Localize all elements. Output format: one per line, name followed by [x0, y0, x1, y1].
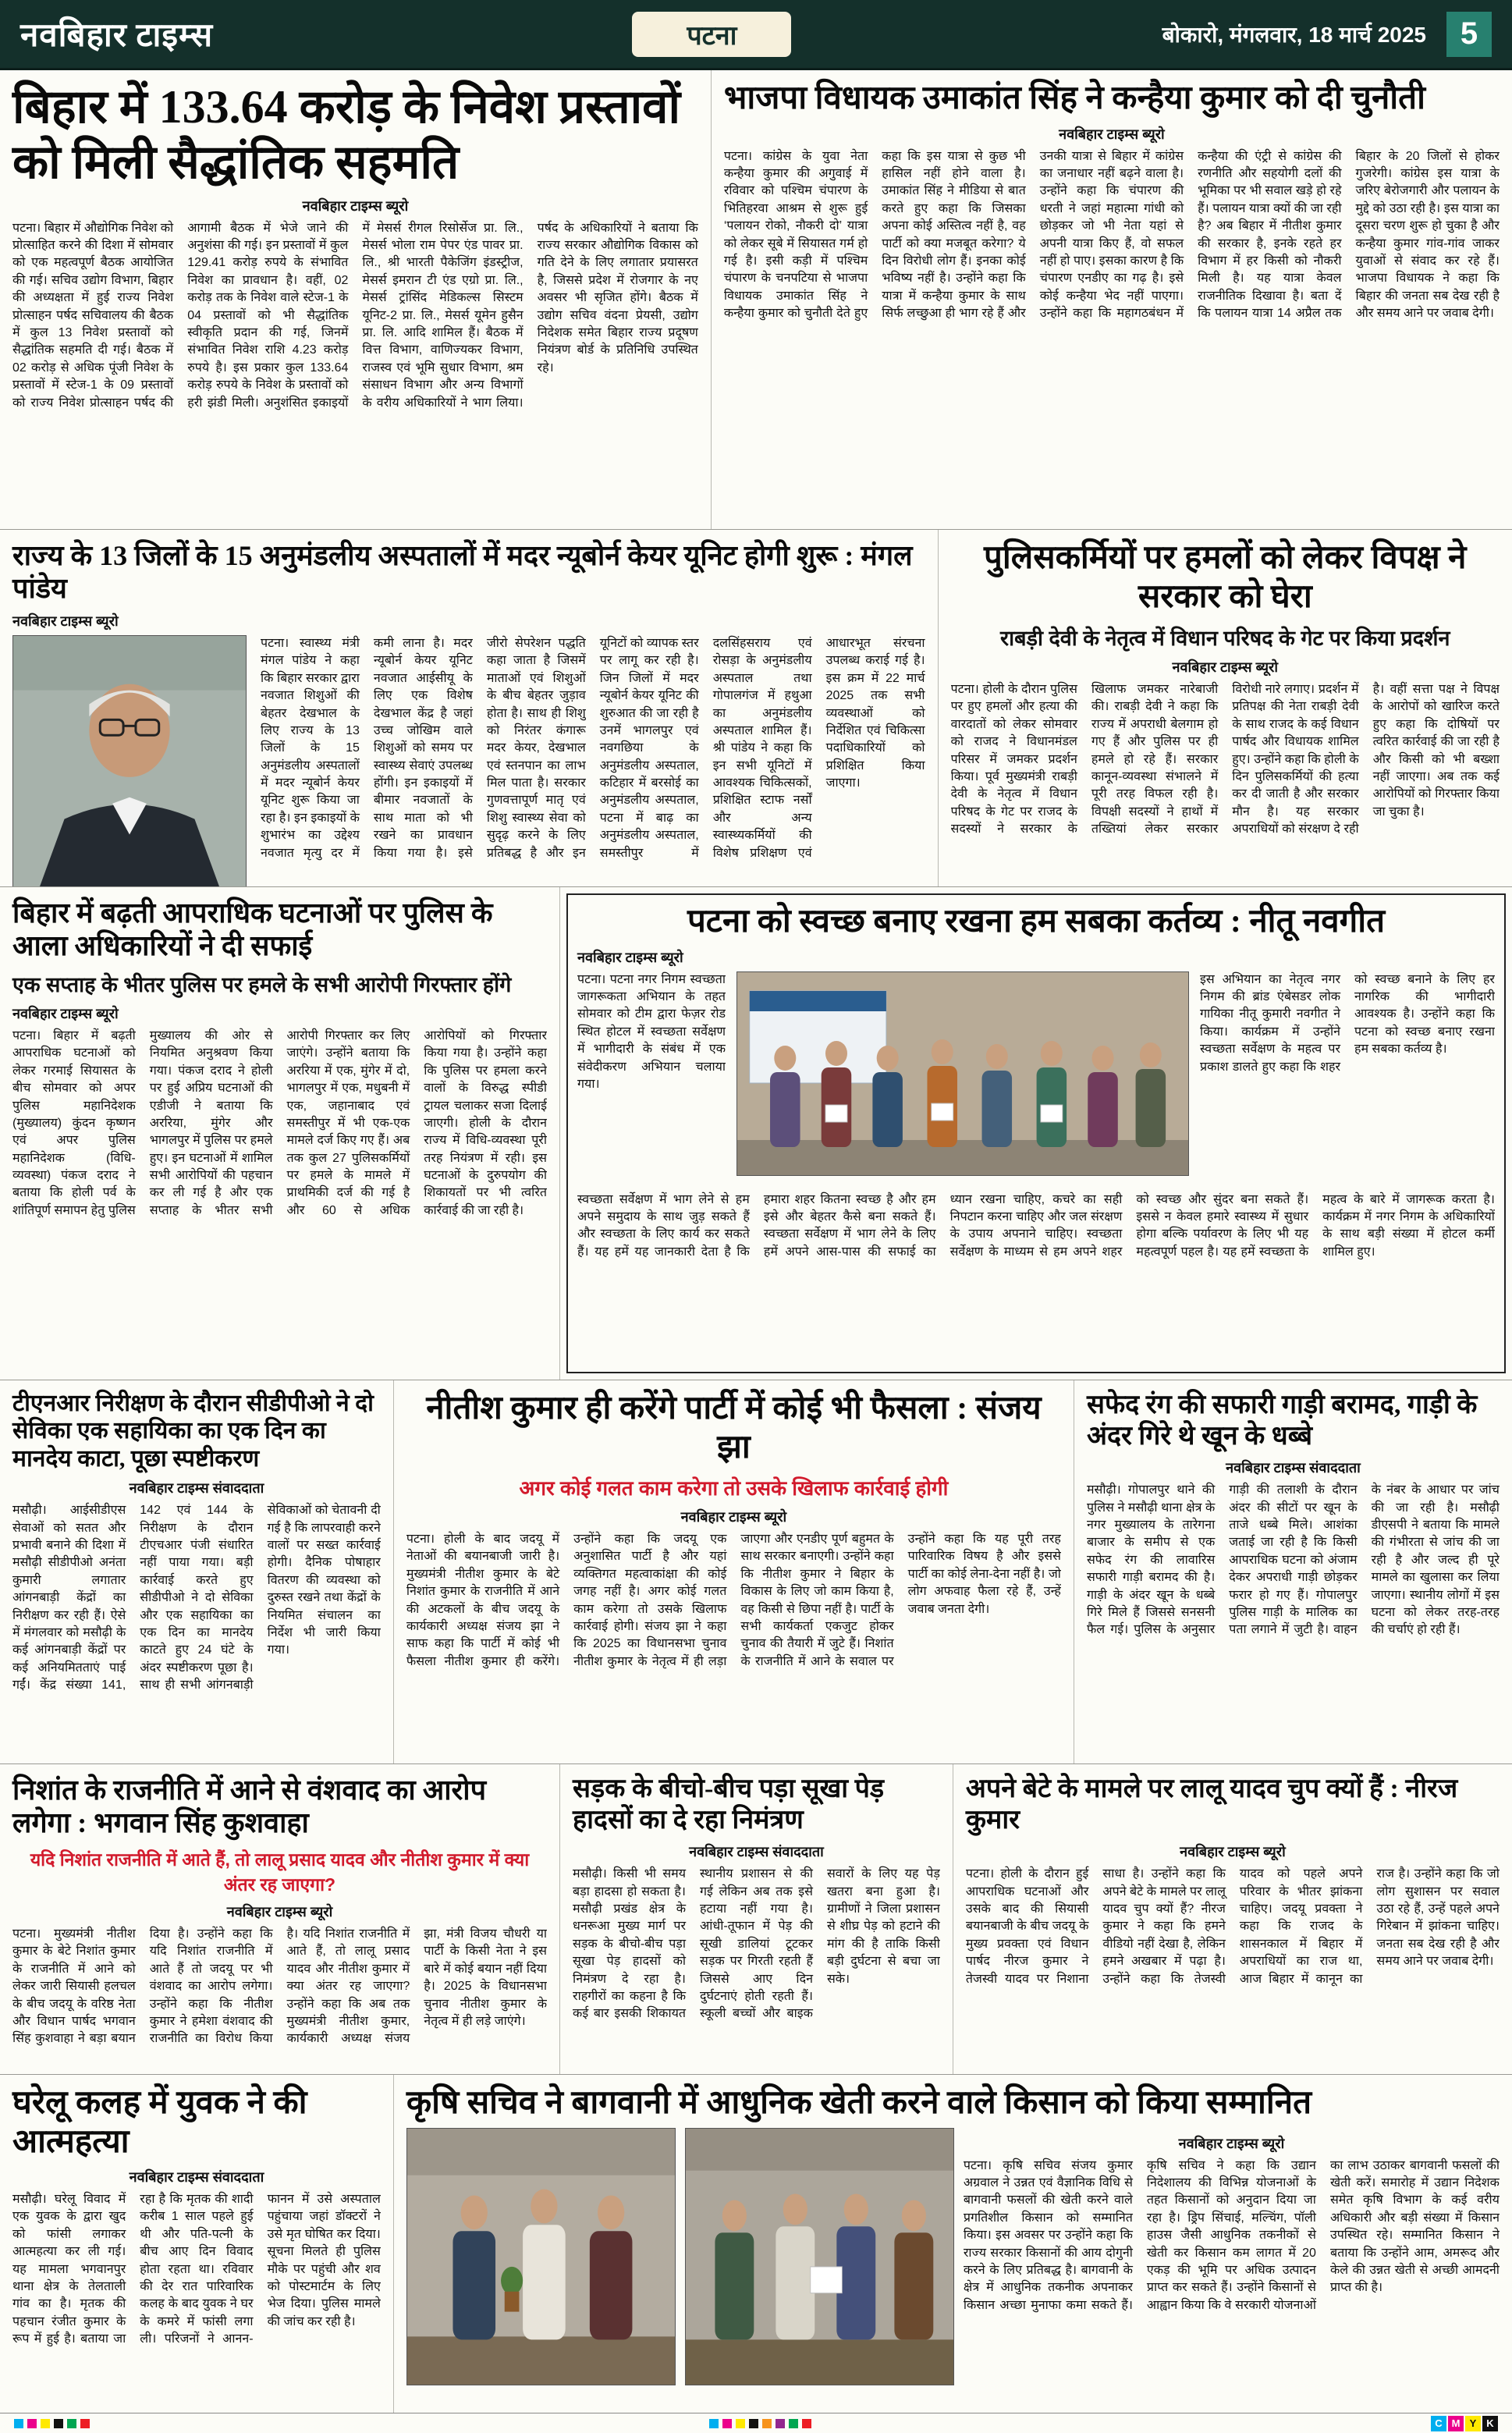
article-body: मसौढ़ी। घरेलू विवाद में एक युवक के द्वारा खुद को फांसी लगाकर आत्महत्या कर ली गई। यह मामला भगवानपुर थाना क्षेत्र के तेलताली गांव का है। मृतक की पहचान रंजीत कुमार के रूप में हुई है। बताया जा रहा है कि मृतक की शादी करीब 1 साल पहले हुई थी और पति-पत्नी के बीच आए दिन विवाद होता रहता था। रविवार की देर रात पारिवारिक कलह के बाद युवक ने घर के कमरे में फांसी लगा ली। परिजनों ने आनन-फानन में उसे अस्पताल पहुंचाया जहां डॉक्टरों ने उसे मृत घोषित कर दिया। सूचना मिलते ही पुलिस मौके पर पहुंची और शव को पोस्टमार्टम के लिए भेज दिया। पुलिस मामले की जांच कर रही है।: [12, 2193, 381, 2346]
award-photo-illustration: [686, 2129, 953, 2385]
photo-krishi-award-1: [406, 2128, 676, 2385]
swachh-box: [566, 893, 1506, 1373]
article-body: पटना। बिहार में औद्योगिक निवेश को प्रोत्साहित करने की दिशा में सोमवार को एक महत्वपूर्ण बैठक आयोजित की गई। सचिव उद्योग विभाग, बिहार की अध्यक्षता में हुई राज्य निवेश प्रोत्साहन पर्षद सचिवालय की बैठक में कुल 13 निवेश प्रस्तावों को सैद्धांतिक सहमति दी गई। बैठक में 02 करोड़ से अधिक पूंजी निवेश के प्रस्तावों में स्टेज-1 के 09 प्रस्तावों को राज्य निवेश प्रोत्साहन पर्षद की आगामी बैठक में भेजे जाने की अनुशंसा की गई। इन प्रस्तावों में कुल 129.41 करोड़ रुपये के संभावित निवेश का प्रावधान है। वहीं, 02 करोड़ तक के निवेश वाले स्टेज-1 के 04 प्रस्तावों को भी सैद्धांतिक स्वीकृति प्रदान की गई, जिनमें संभावित निवेश राशि 4.23 करोड़ रुपये है। इस प्रकार कुल 133.64 करोड़ रुपये के निवेश के प्रस्तावों को हरी झंडी मिली। अनुशंसित इकाइयों में मेसर्स रीगल रिसोर्सेज प्रा. लि., मेसर्स भोला राम पेपर एंड पावर प्रा. लि., श्री भारती पैकेजिंग इंडस्ट्रीज, मेसर्स इमरान टी एंड एग्रो प्रा. लि., मेसर्स ट्रांसिंद मेडिकल्स सिस्टम यूनिट-2 प्रा. लि., मेसर्स यूमेन हुसैन प्रा. लि. आदि शामिल हैं। बैठक में वित्त विभाग, वाणिज्यकर विभाग, राजस्व एवं भूमि सुधार विभाग, श्रम संसाधन विभाग और अन्य विभागों के वरीय अधिकारियों ने भाग लिया। पर्षद के अधिकारियों ने बताया कि राज्य सरकार औद्योगिक विकास को गति देने के लिए लगातार प्रयासरत है, जिससे प्रदेश में रोजगार के नए अवसर भी सृजित होंगे। बैठक में उद्योग सचिव वंदना प्रेयसी, उद्योग निदेशक समेत बिहार राज्य प्रदूषण नियंत्रण बोर्ड के प्रतिनिधि उपस्थित रहे।: [12, 221, 698, 410]
article-umakant: [711, 70, 1512, 529]
article-body: पटना। स्वास्थ्य मंत्री मंगल पांडेय ने कहा कि बिहार सरकार द्वारा नवजात शिशुओं की बेहतर देखभाल के लिए राज्य के 13 जिलों के 15 अनुमंडलीय अस्पतालों में मदर न्यूबोर्न केयर यूनिट शुरू किया जा रहा है। इन इकाइयों के शुभारंभ का उद्देश्य नवजात मृत्यु दर में कमी लाना है। मदर न्यूबोर्न केयर यूनिट नवजात आईसीयू के लिए एक विशेष देखभाल केंद्र है जहां उच्च जोखिम वाले शिशुओं को समय पर स्वास्थ्य सेवाएं उपलब्ध होंगी। इन इकाइयों में बीमार नवजातों के साथ माता को भी रखने का प्रावधान किया गया है। इसे जीरो सेपरेशन पद्धति कहा जाता है जिसमें माताओं एवं शिशुओं के बीच बेहतर जुड़ाव होता है। साथ ही शिशु को निरंतर कंगारू मदर केयर, देखभाल एवं स्तनपान का लाभ मिल पाता है। सरकार गुणवत्तापूर्ण मातृ एवं शिशु स्वास्थ्य सेवा को सुदृढ़ करने के लिए प्रतिबद्ध है और इन यूनिटों को व्यापक स्तर पर लागू कर रही है। जिन जिलों में मदर न्यूबोर्न केयर यूनिट की शुरुआत की जा रही है उनमें भागलपुर एवं नवगछिया के अनुमंडलीय अस्पताल, कटिहार में बरसोई का अनुमंडलीय अस्पताल, पटना में बाढ़ का अनुमंडलीय अस्पताल, समस्तीपुर में दलसिंहसराय एवं रोसड़ा के अनुमंडलीय अस्पताल तथा गोपालगंज में हथुआ का अनुमंडलीय अस्पताल शामिल हैं। श्री पांडेय ने कहा कि इन सभी यूनिटों में आवश्यक चिकित्सकों, प्रशिक्षित स्टाफ नर्सों और अन्य स्वास्थ्यकर्मियों की विशेष प्रशिक्षण एवं आधारभूत संरचना उपलब्ध कराई गई है। इस क्रम में 22 मार्च 2025 तक सभी व्यवस्थाओं को निर्देशित एवं चिकित्सा पदाधिकारियों को प्रशिक्षित किया जाएगा।: [261, 636, 925, 860]
cmyk-k: K: [1482, 2416, 1498, 2431]
byline: नवबिहार टाइम्स ब्यूरो: [12, 613, 119, 629]
headline-suicide: घरेलू कलह में युवक ने की आत्महत्या: [12, 2085, 307, 2160]
article-swachh: [559, 887, 1512, 1380]
masthead: [0, 0, 1512, 70]
headline-police-attack: पुलिसकर्मियों पर हमलों को लेकर विपक्ष ने सरकार को घेरा: [984, 540, 1467, 615]
article-mnc-unit: [0, 530, 938, 886]
page-number: 5: [1446, 12, 1492, 57]
article-body-lead: पटना। पटना नगर निगम स्वच्छता जागरूकता अभियान के तहत सोमवार को टीम द्वारा फेज़र रोड स्थित होटल में स्वच्छता सर्वेक्षण में भागीदारी के संबंध में एक संवेदीकरण अभियान चलाया गया।: [577, 972, 726, 1091]
subhead: राबड़ी देवी के नेतृत्व में विधान परिषद के गेट पर किया प्रदर्शन: [1000, 627, 1450, 651]
photo-swachh-group: [736, 971, 1189, 1176]
registration-marks-left: [14, 2419, 90, 2428]
byline: नवबिहार टाइम्स संवाददाता: [689, 1844, 824, 1860]
group-photo-illustration: [737, 972, 1188, 1175]
subhead: एक सप्ताह के भीतर पुलिस पर हमले के सभी आरोपी गिरफ्तार होंगे: [12, 972, 512, 996]
row-top: [0, 70, 1512, 529]
article-body: पटना। मुख्यमंत्री नीतीश कुमार के बेटे निशांत कुमार के राजनीति में आने को लेकर जारी सियासी हलचल के बीच जदयू के वरिष्ठ नेता और विधान पार्षद भगवान सिंह कुशवाहा ने बड़ा बयान दिया है। उन्होंने कहा कि यदि निशांत राजनीति में आते हैं तो जदयू पर भी वंशवाद का आरोप लगेगा। उन्होंने कहा कि नीतीश कुमार ने हमेशा वंशवाद की राजनीति का विरोध किया है। यदि निशांत राजनीति में आते हैं, तो लालू प्रसाद यादव और नीतीश कुमार में क्या अंतर रह जाएगा? उन्होंने कहा कि अब तक मुख्यमंत्री नीतीश कुमार, कार्यकारी अध्यक्ष संजय झा, मंत्री विजय चौधरी या पार्टी के किसी नेता ने इस बारे में कोई बयान नहीं दिया है। 2025 के विधानसभा चुनाव नीतीश कुमार के नेतृत्व में ही लड़े जाएंगे।: [12, 1927, 547, 2046]
row-statements: [0, 1763, 1512, 2074]
headline-neeraj: अपने बेटे के मामले पर लालू यादव चुप क्यों हैं : नीरज कुमार: [965, 1774, 1458, 1835]
article-tree: [559, 1764, 953, 2074]
award-photo-illustration: [407, 2129, 675, 2385]
byline: नवबिहार टाइम्स संवाददाता: [129, 1480, 264, 1497]
cmyk-marks: [1431, 2416, 1498, 2431]
byline: नवबिहार टाइम्स ब्यूरो: [1180, 1844, 1286, 1860]
headline-safari: सफेद रंग की सफारी गाड़ी बरामद, गाड़ी के अंदर गिरे थे खून के धब्बे: [1086, 1391, 1478, 1451]
paper-name: नवबिहार टाइम्स: [20, 18, 214, 54]
byline: नवबिहार टाइम्स ब्यूरो: [1172, 659, 1279, 676]
byline: नवबिहार टाइम्स ब्यूरो: [577, 949, 683, 965]
headline-tree: सड़क के बीचो-बीच पड़ा सूखा पेड़ हादसों का दे रहा निमंत्रण: [573, 1774, 885, 1835]
article-kushwaha: [0, 1764, 559, 2074]
photo-krishi-award-2: [685, 2128, 954, 2385]
article-crime-clarify: [0, 887, 559, 1380]
article-suicide: [0, 2075, 393, 2413]
article-tnr: [0, 1380, 393, 1763]
row-health: [0, 529, 1512, 886]
photo-mangal-pandey: [12, 635, 247, 886]
cmyk-c: C: [1431, 2416, 1446, 2431]
byline: नवबिहार टाइम्स ब्यूरो: [12, 1005, 119, 1021]
headline-sanjay-jha: नीतीश कुमार ही करेंगे पार्टी में कोई भी फैसला : संजय झा: [426, 1391, 1042, 1465]
headline-krishi: कृषि सचिव ने बागवानी में आधुनिक खेती करने वाले किसान को किया सम्मानित: [406, 2085, 1312, 2121]
headline-crime-clarify: बिहार में बढ़ती आपराधिक घटनाओं पर पुलिस के आला अधिकारियों ने दी सफाई: [12, 897, 493, 962]
article-investment: [0, 70, 711, 529]
article-sanjay-jha: [393, 1380, 1074, 1763]
article-body: मसौढ़ी। किसी भी समय बड़ा हादसा हो सकता है। मसौढ़ी प्रखंड क्षेत्र के धनरूआ मुख्य मार्ग पर सड़क के बीचो-बीच पड़ा सूखा पेड़ हादसों को निमंत्रण दे रहा है। राहगीरों का कहना है कि कई बार इसकी शिकायत स्थानीय प्रशासन से की गई लेकिन अब तक इसे हटाया नहीं गया है। आंधी-तूफान में पेड़ की सूखी डालियां टूटकर सड़क पर गिरती रहती हैं जिससे आए दिन दुर्घटनाएं होती रहती हैं। स्कूली बच्चों और बाइक सवारों के लिए यह पेड़ खतरा बना हुआ है। ग्रामीणों ने जिला प्रशासन से शीघ्र पेड़ को हटाने की मांग की है ताकि किसी बड़ी दुर्घटना से बचा जा सके।: [573, 1867, 940, 2021]
article-body: पटना। कांग्रेस के युवा नेता कन्हैया कुमार की अगुवाई में रविवार को पश्चिम चंपारण के भितिहरवा आश्रम से शुरू हुई ‘पलायन रोको, नौकरी दो’ यात्रा को लेकर सूबे में सियासत गर्म हो गई है। इसी कड़ी में पश्चिम चंपारण के चनपटिया से भाजपा विधायक उमाकांत सिंह ने कन्हैया कुमार को चुनौती देते हुए कहा कि इस यात्रा से कुछ भी हासिल नहीं होने वाला है। उमाकांत सिंह ने मीडिया से बात करते हुए कहा कि जिसका अपना कोई अस्तित्व नहीं है, वह पार्टी को क्या मजबूत करेगा? ये दिन विरोधी लोग हैं। इनका कोई भविष्य नहीं है। उन्होंने कहा कि यात्रा में कन्हैया कुमार के साथ सिर्फ लच्छुआ ही भाग रहे हैं और उनकी यात्रा से बिहार में कांग्रेस का जनाधार नहीं बढ़ने वाला है। उन्होंने कहा कि चंपारण की धरती ने जहां महात्मा गांधी को छोड़कर जो भी नेता यहां से अपनी यात्रा किए हैं, वो सफल नहीं हो पाए। इसका कारण है कि चंपारण एनडीए का गढ़ है। इसे कोई कन्हैया भेद नहीं पाएगा। उन्होंने कहा कि महागठबंधन में कन्हैया की एंट्री से कांग्रेस की रणनीति और सहयोगी दलों की भूमिका पर भी सवाल खड़े हो रहे हैं। पलायन यात्रा क्यों की जा रही है? अब बिहार में नीतीश कुमार की सरकार है, इनके रहते हर विभाग में हर किसी को नौकरी मिली है। यह यात्रा केवल राजनीतिक दिखावा है। बता दें कि पलायन यात्रा 14 अप्रैल तक बिहार के 20 जिलों से होकर गुजरेगी। कांग्रेस इस यात्रा के जरिए बेरोजगारी और पलायन के मुद्दे को उठा रही है। इस यात्रा का दूसरा चरण शुरू हो चुका है और कन्हैया कुमार गांव-गांव जाकर युवाओं से संवाद कर रहे हैं। भाजपा विधायक ने कहा कि बिहार की जनता सब देख रही है और समय आने पर जवाब देगी।: [723, 149, 1500, 321]
article-body: मसौढ़ी। आईसीडीएस सेवाओं को सतत और प्रभावी बनाने की दिशा में मसौढ़ी सीडीपीओ अनंता कुमारी लगातार आंगनबाड़ी केंद्रों का निरीक्षण कर रही हैं। ऐसे में मंगलवार को मसौढ़ी के कई आंगनबाड़ी केंद्रों पर कई अनियमितताएं पाई गईं। केंद्र संख्या 141, 142 एवं 144 के निरीक्षण के दौरान टीएचआर पंजी संधारित नहीं पाया गया। बड़ी कार्रवाई करते हुए सीडीपीओ ने दो सेविका और एक सहायिका का एक दिन का मानदेय काटते हुए 24 घंटे के अंदर स्पष्टीकरण पूछा है। साथ ही सभी आंगनबाड़ी सेविकाओं को चेतावनी दी गई है कि लापरवाही करने वालों पर सख्त कार्रवाई होगी। दैनिक पोषाहार वितरण की व्यवस्था को दुरुस्त रखने तथा केंद्रों के नियमित संचालन का निर्देश भी जारी किया गया।: [12, 1504, 381, 1692]
article-safari: [1074, 1380, 1512, 1763]
headline-mnc-unit: राज्य के 13 जिलों के 15 अनुमंडलीय अस्पतालों में मदर न्यूबोर्न केयर यूनिट होगी शुरू : मंगल पांडेय: [12, 540, 913, 605]
subhead-red: अगर कोई गलत काम करेगा तो उसके खिलाफ कार्रवाई होगी: [519, 1476, 949, 1501]
headline-swachh: पटना को स्वच्छ बनाए रखना हम सबका कर्तव्य : नीतू नवगीत: [687, 904, 1386, 939]
article-body: मसौढ़ी। गोपालपुर थाने की पुलिस ने मसौढ़ी थाना क्षेत्र के नगर मुख्यालय के तारेगना बाजार के समीप से एक सफेद रंग की लावारिस सफारी गाड़ी बरामद की है। गाड़ी के अंदर खून के धब्बे गिरे मिले हैं जिससे सनसनी फैल गई। पुलिस के अनुसार गाड़ी की तलाशी के दौरान अंदर की सीटों पर खून के ताजे धब्बे मिले। आशंका जताई जा रही है कि किसी आपराधिक घटना को अंजाम देकर अपराधी गाड़ी छोड़कर फरार हो गए हैं। गोपालपुर पुलिस गाड़ी के मालिक का पता लगाने में जुटी है। वाहन के नंबर के आधार पर जांच की जा रही है। मसौढ़ी डीएसपी ने बताया कि मामले की गंभीरता से जांच की जा रही है और जल्द ही पूरे मामले का खुलासा कर लिया जाएगा। स्थानीय लोगों में इस घटना को लेकर तरह-तरह की चर्चाएं हो रही हैं।: [1086, 1483, 1500, 1637]
headline-investment: बिहार में 133.64 करोड़ के निवेश प्रस्तावों को मिली सैद्धांतिक सहमति: [12, 81, 681, 188]
byline: नवबिहार टाइम्स ब्यूरो: [1059, 126, 1165, 142]
byline: नवबिहार टाइम्स ब्यूरो: [680, 1509, 787, 1526]
article-krishi: [393, 2075, 1512, 2413]
byline: नवबिहार टाइम्स संवाददाता: [129, 2169, 264, 2186]
article-body: स्वच्छता सर्वेक्षण में भाग लेने से हम अपने समुदाय के साथ जुड़ सकते हैं और स्वच्छता के लिए कार्य कर सकते हैं। यह हमें यह जानकारी देता है कि हमारा शहर कितना स्वच्छ है और हम इसे और बेहतर कैसे बना सकते हैं। स्वच्छता सर्वेक्षण में भाग लेने के लिए हमें अपने आस-पास की सफाई का ध्यान रखना चाहिए, कचरे का सही निपटान करना चाहिए और जल संरक्षण के उपाय अपनाने चाहिए। स्वच्छता सर्वेक्षण के माध्यम से हम अपने शहर को स्वच्छ और सुंदर बना सकते हैं। इससे न केवल हमारे स्वास्थ्य में सुधार होगा बल्कि पर्यावरण के लिए भी यह महत्वपूर्ण पहल है। यह हमें स्वच्छता के महत्व के बारे में जागरूक करता है। कार्यक्रम में नगर निगम के अधिकारियों के साथ बड़ी संख्या में होटल कर्मी शामिल हुए।: [577, 1192, 1495, 1259]
row-crime-swachh: [0, 886, 1512, 1380]
headline-kushwaha: निशांत के राजनीति में आने से वंशवाद का आरोप लगेगा : भगवान सिंह कुशवाहा: [12, 1774, 487, 1839]
article-body-side: इस अभियान का नेतृत्व नगर निगम की ब्रांड एंबेसडर लोक गायिका नीतू कुमारी नवगीत ने किया। कार्यक्रम में उन्होंने स्वच्छता सर्वेक्षण के महत्व पर प्रकाश डालते हुए कहा कि शहर को स्वच्छ बनाने के लिए हर नागरिक की भागीदारी आवश्यक है। उन्होंने कहा कि पटना को स्वच्छ बनाए रखना हम सबका कर्तव्य है।: [1200, 972, 1495, 1074]
headline-tnr: टीएनआर निरीक्षण के दौरान सीडीपीओ ने दो सेविका एक सहायिका का एक दिन का मानदेय काटा, पूछा स्पष्टीकरण: [12, 1391, 374, 1472]
article-police-attack: [938, 530, 1512, 886]
byline: नवबिहार टाइम्स ब्यूरो: [302, 197, 409, 214]
print-footer: [0, 2413, 1512, 2433]
article-neeraj: [953, 1764, 1512, 2074]
byline: नवबिहार टाइम्स ब्यूरो: [1178, 2135, 1285, 2151]
byline: नवबिहार टाइम्स संवाददाता: [1226, 1460, 1361, 1476]
article-body: पटना। होली के बाद जदयू में नेताओं की बयानबाजी जारी है। मुख्यमंत्री नीतीश कुमार के बेटे निशांत कुमार के राजनीति में आने की अटकलों के बीच जदयू के कार्यकारी अध्यक्ष संजय झा ने साफ कहा कि पार्टी में कोई भी फैसला नीतीश कुमार ही करेंगे। उन्होंने कहा कि जदयू एक अनुशासित पार्टी है और यहां व्यक्तिगत महत्वाकांक्षा की कोई जगह नहीं है। अगर कोई गलत काम करेगा तो उसके खिलाफ कार्रवाई होगी। संजय झा ने कहा कि 2025 का विधानसभा चुनाव नीतीश कुमार के नेतृत्व में ही लड़ा जाएगा और एनडीए पूर्ण बहुमत के साथ सरकार बनाएगी। उन्होंने कहा कि नीतीश कुमार ने बिहार के विकास के लिए जो काम किया है, वह किसी से छिपा नहीं है। पार्टी के सभी कार्यकर्ता एकजुट होकर चुनाव की तैयारी में जुटे हैं। निशांत के राजनीति में आने के सवाल पर उन्होंने कहा कि यह पूरी तरह पारिवारिक विषय है और इससे पार्टी का कोई लेना-देना नहीं है। जो लोग अफवाह फैला रहे हैं, उन्हें जवाब जनता देगी।: [406, 1533, 1061, 1668]
registration-marks-center: [709, 2419, 811, 2428]
edition-badge: पटना: [632, 12, 791, 57]
cmyk-m: M: [1448, 2416, 1464, 2431]
article-body: पटना। कृषि सचिव संजय कुमार अग्रवाल ने उन्नत एवं वैज्ञानिक विधि से बागवानी फसलों की खेती करने वाले प्रगतिशील किसान को सम्मानित किया। इस अवसर पर उन्होंने कहा कि राज्य सरकार किसानों की आय दोगुनी करने के लिए प्रतिबद्ध है। बागवानी के क्षेत्र में आधुनिक तकनीक अपनाकर किसान अच्छा मुनाफा कमा सकते हैं। कृषि सचिव ने कहा कि उद्यान निदेशालय की विभिन्न योजनाओं के तहत किसानों को अनुदान दिया जा रहा है। ड्रिप सिंचाई, मल्चिंग, पॉली हाउस जैसी आधुनिक तकनीकों से खेती कर किसान कम लागत में 20 एकड़ की भूमि पर अधिक उत्पादन प्राप्त कर सकते हैं। उन्होंने किसानों से आह्वान किया कि वे सरकारी योजनाओं का लाभ उठाकर बागवानी फसलों की खेती करें। समारोह में उद्यान निदेशक समेत कृषि विभाग के कई वरीय अधिकारी और बड़ी संख्या में किसान उपस्थित रहे। सम्मानित किसान ने बताया कि उन्होंने आम, अमरूद और केले की उन्नत खेती से अच्छी आमदनी प्राप्त की है।: [963, 2158, 1500, 2312]
article-body: पटना। होली के दौरान हुई आपराधिक घटनाओं और उसके बाद की सियासी बयानबाजी के बीच जदयू के मुख्य प्रवक्ता एवं विधान पार्षद नीरज कुमार ने तेजस्वी यादव पर निशाना साधा है। उन्होंने कहा कि अपने बेटे के मामले पर लालू यादव चुप क्यों हैं? नीरज कुमार ने कहा कि हमने वीडियो नहीं देखा है, लेकिन हमने अखबार में पढ़ा है। उन्होंने कहा कि तेजस्वी यादव को पहले अपने परिवार के भीतर झांकना चाहिए। जदयू प्रवक्ता ने कहा कि राजद के शासनकाल में बिहार में अपराधियों का राज था, आज बिहार में कानून का राज है। उन्होंने कहा कि जो लोग सुशासन पर सवाल उठा रहे हैं, उन्हें पहले अपने गिरेबान में झांकना चाहिए। जनता सब देख रही है और समय आने पर जवाब देगी।: [965, 1867, 1500, 1986]
byline: नवबिहार टाइम्स ब्यूरो: [226, 1903, 333, 1920]
article-body: पटना। होली के दौरान पुलिस पर हुए हमलों और हत्या की वारदातों को लेकर सोमवार को राजद ने विधानमंडल परिसर में जमकर प्रदर्शन किया। पूर्व मुख्यमंत्री राबड़ी देवी के नेतृत्व में विधान परिषद के गेट पर राजद के सदस्यों ने सरकार के खिलाफ जमकर नारेबाजी की। राबड़ी देवी ने कहा कि राज्य में अपराधी बेलगाम हो गए हैं और पुलिस पर ही हमले हो रहे हैं। सरकार कानून-व्यवस्था संभालने में पूरी तरह विफल रही है। विपक्षी सदस्यों ने हाथों में तख्तियां लेकर सरकार विरोधी नारे लगाए। प्रदर्शन में प्रतिपक्ष की नेता राबड़ी देवी के साथ राजद के कई विधान पार्षद और विधायक शामिल हुए। उन्होंने कहा कि होली के दिन पुलिसकर्मियों की हत्या कर दी जाती है और सरकार मौन है। यह सरकार अपराधियों को संरक्षण दे रही है। वहीं सत्ता पक्ष ने विपक्ष के आरोपों को खारिज करते हुए कहा कि दोषियों पर त्वरित कार्रवाई की जा रही है और किसी को भी बख्शा नहीं जाएगा। अब तक कई आरोपियों को गिरफ्तार किया जा चुका है।: [950, 683, 1500, 836]
article-body: पटना। बिहार में बढ़ती आपराधिक घटनाओं को लेकर गरमाई सियासत के बीच सोमवार को अपर पुलिस महानिदेशक (मुख्यालय) कुंदन कृष्णन एवं अपर पुलिस महानिदेशक (विधि-व्यवस्था) पंकज दराद ने बताया कि होली पर्व के शांतिपूर्ण समापन हेतु पुलिस मुख्यालय की ओर से नियमित अनुश्रवण किया गया। पंकज दराद ने होली पर हुई अप्रिय घटनाओं की एडीजी ने बताया कि अररिया, मुंगेर और भागलपुर में पुलिस पर हमले हुए। इन घटनाओं में शामिल सभी आरोपियों की पहचान कर ली गई है और एक सप्ताह के भीतर सभी आरोपी गिरफ्तार कर लिए जाएंगे। उन्होंने बताया कि अररिया में एक, मुंगेर में दो, भागलपुर में एक, मधुबनी में एक, जहानाबाद एवं समस्तीपुर में भी एक-एक मामले दर्ज किए गए हैं। अब तक कुल 27 पुलिसकर्मियों पर हमले के मामले में प्राथमिकी दर्ज की गई है और 60 से अधिक आरोपियों को गिरफ्तार किया गया है। उन्होंने कहा कि पुलिस पर हमला करने वालों के विरुद्ध स्पीडी ट्रायल चलाकर सजा दिलाई जाएगी। होली के दौरान राज्य में विधि-व्यवस्था पूरी तरह नियंत्रण में रही। इस घटनाओं के दुरुपयोग की शिकायतों पर भी त्वरित कार्रवाई की जा रही है।: [12, 1028, 547, 1217]
subhead-red: यदि निशांत राजनीति में आते हैं, तो लालू प्रसाद यादव और नीतीश कुमार में क्या अंतर रह जाएगा?: [30, 1849, 530, 1895]
row-bottom: [0, 2074, 1512, 2413]
headline-umakant: भाजपा विधायक उमाकांत सिंह ने कन्हैया कुमार को दी चुनौती: [723, 80, 1425, 116]
portrait-illustration: [13, 636, 246, 886]
masthead-dateline: बोकारो, मंगलवार, 18 मार्च 2025: [1162, 22, 1426, 47]
cmyk-y: Y: [1465, 2416, 1481, 2431]
row-politics: [0, 1380, 1512, 1763]
